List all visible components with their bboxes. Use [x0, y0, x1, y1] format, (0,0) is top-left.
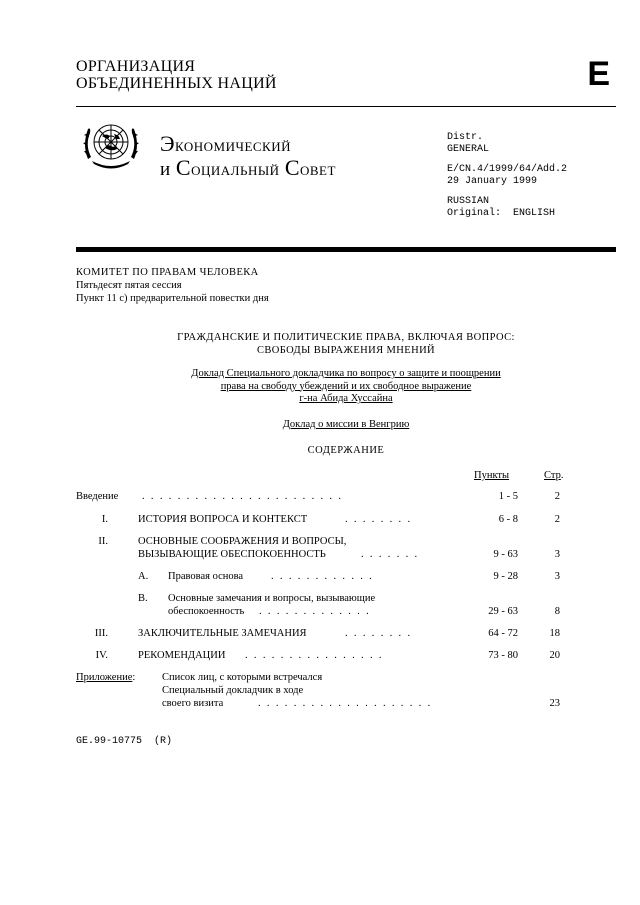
toc-entry-conclusions[interactable]: ЗАКЛЮЧИТЕЛЬНЫЕ ЗАМЕЧАНИЯ	[138, 628, 307, 639]
report-line-2: права на свободу убеждений и их свободное выражение	[220, 380, 472, 392]
thick-rule	[76, 247, 616, 252]
toc-page: 18	[549, 628, 560, 639]
toc-col-page-label: Стр	[544, 470, 561, 481]
title-line-2: СВОБОДЫ ВЫРАЖЕНИЯ МНЕНИЙ	[256, 345, 436, 356]
committee-block	[76, 266, 269, 305]
document-code: GE.99-10775 (R)	[76, 736, 173, 747]
original-language: Original: ENGLISH	[447, 207, 556, 219]
council-line-2	[160, 157, 336, 181]
toc-page: 2	[554, 514, 560, 525]
top-rule	[76, 106, 616, 107]
council-line-2-and: и	[160, 159, 176, 180]
toc-paragraphs: 29 - 63	[488, 606, 518, 617]
session: Пятьдесят пятая сессия	[76, 280, 182, 291]
council-line-2-word2: овет	[300, 159, 336, 180]
toc-entry-main-concerns[interactable]	[138, 535, 346, 561]
toc-page: 8	[554, 606, 560, 617]
toc-entry-text: Основные замечания и вопросы, вызывающие	[168, 593, 376, 604]
toc-col-page	[544, 469, 563, 482]
distr-label: Distr.	[447, 132, 484, 143]
annex-colon: :	[132, 672, 136, 683]
document-title	[76, 331, 616, 357]
toc-number: B.	[138, 593, 148, 604]
toc-dots: ........	[345, 514, 417, 525]
toc-entry-history[interactable]: ИСТОРИЯ ВОПРОСА И КОНТЕКСТ	[138, 514, 308, 525]
annex-line-1: Список лиц, с которыми встречался	[162, 672, 323, 683]
toc-entry-text: ОСНОВНЫЕ СООБРАЖЕНИЯ И ВОПРОСЫ,	[138, 536, 347, 547]
toc-number: III.	[94, 628, 108, 639]
council-cap-letter: С	[284, 155, 300, 180]
toc-dots: .............	[259, 606, 376, 617]
toc-number: II.	[98, 536, 108, 547]
toc-number: IV.	[95, 650, 108, 661]
council-cap-letter: С	[175, 155, 192, 180]
distr-general: GENERAL	[447, 143, 490, 155]
organization-name	[76, 58, 277, 92]
contents-heading: СОДЕРЖАНИЕ	[307, 445, 385, 456]
toc-dots: .......................	[142, 491, 348, 502]
council-cap-letter: Э	[160, 131, 176, 156]
toc-col-paragraphs: Пункты	[474, 470, 510, 481]
mission-title: Доклад о миссии в Венгрию	[282, 419, 410, 430]
toc-col-page-dot: .	[560, 470, 564, 481]
toc-paragraphs: 9 - 63	[493, 549, 518, 560]
toc-dots: .......	[361, 549, 424, 560]
toc-page: 3	[554, 549, 560, 560]
annex-label	[76, 671, 135, 684]
report-line-1: Доклад Специального докладчика по вопросу о защите и поощрении	[191, 368, 501, 379]
toc-page: 20	[549, 650, 560, 661]
document-language: RUSSIAN	[447, 196, 490, 207]
toc-number: I.	[101, 514, 108, 525]
document-date: 29 January 1999	[447, 175, 538, 187]
report-line-3: г-на Абида Хуссайна	[299, 393, 393, 404]
toc-paragraphs: 6 - 8	[498, 514, 518, 525]
toc-number: A.	[138, 571, 149, 582]
committee-name: КОМИТЕТ ПО ПРАВАМ ЧЕЛОВЕКА	[76, 267, 259, 278]
org-line-2: ОБЪЕДИНЕННЫХ НАЦИЙ	[76, 75, 277, 92]
toc-entry-legal-basis[interactable]: Правовая основа	[168, 571, 244, 582]
agenda-item: Пункт 11 с) предварительной повестки дня	[76, 293, 269, 304]
council-line-2-word1: оциальный	[191, 159, 285, 180]
toc-paragraphs: 64 - 72	[488, 628, 518, 639]
toc-dots: ................	[245, 650, 388, 661]
org-line-1: ОРГАНИЗАЦИЯ	[76, 58, 196, 75]
toc-entry-text-2: обеспокоенность	[168, 606, 245, 617]
annex-label-text: Приложение	[76, 672, 133, 683]
toc-entry-intro[interactable]	[76, 490, 118, 503]
toc-dots: ............	[271, 571, 379, 582]
toc-page: 3	[554, 571, 560, 582]
council-name	[160, 133, 336, 181]
council-line-1-rest: кономический	[175, 135, 291, 156]
report-subtitle	[76, 368, 616, 406]
toc-page: 23	[549, 698, 560, 709]
toc-entry-text: Введение	[76, 491, 119, 502]
annex-line-3: своего визита	[162, 698, 224, 709]
un-emblem-icon	[78, 115, 144, 175]
toc-page: 2	[554, 491, 560, 502]
title-line-1: ГРАЖДАНСКИЕ И ПОЛИТИЧЕСКИЕ ПРАВА, ВКЛЮЧАЯ ВОПРОС:	[177, 332, 515, 343]
toc-paragraphs: 9 - 28	[493, 571, 518, 582]
toc-paragraphs: 73 - 80	[488, 650, 518, 661]
toc-dots: ....................	[258, 698, 437, 709]
annex-line-2: Специальный докладчик в ходе	[162, 685, 304, 696]
toc-entry-text-2: ВЫЗЫВАЮЩИЕ ОБЕСПОКОЕННОСТЬ	[138, 549, 326, 560]
council-line-1	[160, 133, 336, 157]
distribution-block	[447, 132, 567, 219]
toc-paragraphs: 1 - 5	[498, 491, 518, 502]
language-letter: E	[587, 55, 610, 93]
toc-entry-recommendations[interactable]: РЕКОМЕНДАЦИИ	[138, 650, 226, 661]
toc-dots: ........	[345, 628, 417, 639]
document-symbol: E/CN.4/1999/64/Add.2	[447, 164, 568, 175]
